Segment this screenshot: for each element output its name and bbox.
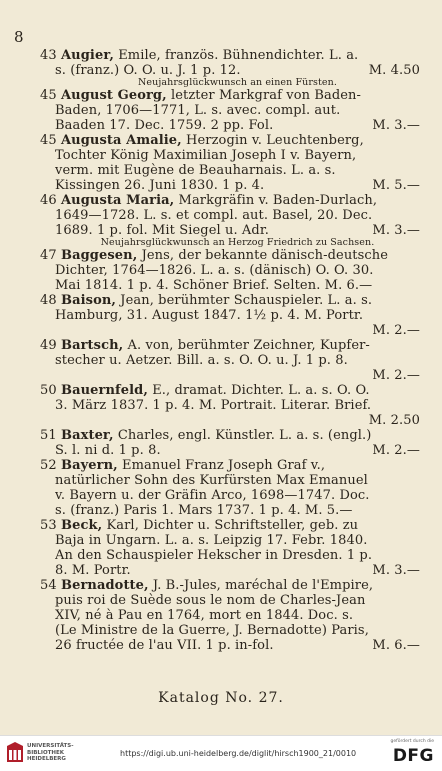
entry-line xyxy=(40,608,420,623)
dfg-logo: DFG xyxy=(392,746,434,766)
entry-number xyxy=(40,473,55,488)
entry-description: XIV, né à Pau en 1764, mort en 1844. Doc. s. xyxy=(55,608,354,623)
entry-line xyxy=(40,413,420,428)
entry-description: E., dramat. Dichter. L. a. s. O. O. xyxy=(152,383,370,398)
entry-price: M. 2.50 xyxy=(368,413,420,428)
entry-number xyxy=(40,608,55,623)
entry-line xyxy=(40,533,420,548)
entry-description: (Le Ministre de la Guerre, J. Bernadotte) Paris, xyxy=(55,623,369,638)
entry-description: Karl, Dichter u. Schriftsteller, geb. zu xyxy=(106,518,359,533)
entry-description: Markgräfin v. Baden-Durlach, xyxy=(178,193,378,208)
entry-line xyxy=(40,193,420,208)
entry-description: An den Schauspieler Hekscher in Dresden. 1 p. xyxy=(55,548,373,563)
entry-price: M. 2.— xyxy=(372,443,420,458)
entry-number xyxy=(40,443,55,458)
catalog-entry xyxy=(40,293,420,338)
entry-line xyxy=(40,383,420,398)
entry-number: 45 xyxy=(40,88,57,103)
entry-line xyxy=(40,248,420,263)
entry-line xyxy=(40,623,420,638)
entry-text xyxy=(55,563,131,578)
entry-line xyxy=(40,473,420,488)
entry-price: M. 5.— xyxy=(372,178,420,193)
entry-name: Baggesen, xyxy=(61,248,138,263)
catalog-entry xyxy=(40,458,420,518)
entry-number xyxy=(40,323,55,338)
catalog-entry xyxy=(40,383,420,428)
entry-line xyxy=(40,178,420,193)
entry-description: Jean, berühmter Schauspieler. L. a. s. xyxy=(120,293,373,308)
entry-number xyxy=(40,548,55,563)
entry-number: 45 xyxy=(40,133,57,148)
entry-description: Baja in Ungarn. L. a. s. Leipzig 17. Febr. 1840. xyxy=(55,533,368,548)
entry-text xyxy=(55,638,274,653)
entry-text xyxy=(55,608,353,623)
entry-description: Charles, engl. Künstler. L. a. s. (engl.) xyxy=(117,428,372,443)
entry-description: 26 fructée de l'au VII. 1 p. in-fol. xyxy=(55,638,274,653)
entry-description: v. Bayern u. der Gräfin Arco, 1698—1747. Doc. xyxy=(55,488,370,503)
entry-description: Emanuel Franz Joseph Graf v., xyxy=(122,458,326,473)
catalog-entry xyxy=(40,88,420,133)
funding-note: gefördert durch die xyxy=(390,739,434,744)
catalog-entry xyxy=(40,428,420,458)
catalog-entry xyxy=(40,248,420,293)
entry-line xyxy=(40,353,420,368)
entry-description: Tochter König Maximilian Joseph I v. Bayern, xyxy=(55,148,357,163)
entry-text xyxy=(61,338,370,353)
entry-number xyxy=(40,223,55,238)
entry-description: Jens, der bekannte dänisch-deutsche xyxy=(141,248,389,263)
entry-text xyxy=(55,63,241,78)
entry-text xyxy=(55,148,356,163)
entry-line xyxy=(40,368,420,383)
entry-text xyxy=(55,118,273,133)
entry-description: 1649—1728. L. s. et compl. aut. Basel, 20. Dec. xyxy=(55,208,373,223)
entry-price: M. 3.— xyxy=(372,118,420,133)
entry-price: M. 3.— xyxy=(372,563,420,578)
entry-text xyxy=(55,593,365,608)
library-name-line3: HEIDELBERG xyxy=(27,756,66,762)
entry-line xyxy=(40,48,420,63)
entry-line xyxy=(40,638,420,653)
entry-text xyxy=(55,278,372,293)
entry-name: Augier, xyxy=(61,48,114,63)
entry-line xyxy=(40,148,420,163)
entry-number xyxy=(40,623,55,638)
entry-number xyxy=(40,353,55,368)
entry-description: s. (franz.) Paris 1. Mars 1737. 1 p. 4. M. 5.— xyxy=(55,503,353,518)
library-name-line1: UNIVERSITÄTS- xyxy=(27,743,74,749)
catalog-entry xyxy=(40,48,420,88)
entry-text xyxy=(61,578,373,593)
entry-number xyxy=(40,398,55,413)
entry-text xyxy=(61,193,377,208)
entry-line xyxy=(40,103,420,118)
entry-line xyxy=(40,458,420,473)
entry-line xyxy=(40,578,420,593)
entry-line xyxy=(40,88,420,103)
entry-number: 48 xyxy=(40,293,57,308)
entry-description: Kissingen 26. Juni 1830. 1 p. 4. xyxy=(55,178,265,193)
entry-number xyxy=(40,593,55,608)
entry-name: Augusta Maria, xyxy=(61,193,175,208)
entry-number xyxy=(40,278,55,293)
entry-description: 1689. 1 p. fol. Mit Siegel u. Adr. xyxy=(55,223,269,238)
entry-description: Baaden 17. Dec. 1759. 2 pp. Fol. xyxy=(55,118,274,133)
entry-description: Mai 1814. 1 p. 4. Schöner Brief. Selten. M. 6.— xyxy=(55,278,373,293)
entry-text xyxy=(55,263,373,278)
entry-line xyxy=(40,593,420,608)
entry-line xyxy=(40,548,420,563)
entry-price: M. 2.— xyxy=(372,323,420,338)
entry-number xyxy=(40,208,55,223)
entry-number xyxy=(40,118,55,133)
entry-note: Neujahrsglückwunsch an einen Fürsten. xyxy=(138,77,337,88)
entry-number xyxy=(40,308,55,323)
catalog-entry xyxy=(40,338,420,383)
entry-number xyxy=(40,413,55,428)
entry-number: 50 xyxy=(40,383,57,398)
entry-description: Herzogin v. Leuchtenberg, xyxy=(186,133,364,148)
entry-line xyxy=(40,428,420,443)
entry-line xyxy=(40,293,420,308)
entry-name: August Georg, xyxy=(61,88,167,103)
entry-price: M. 3.— xyxy=(372,223,420,238)
entry-description: Dichter, 1764—1826. L. a. s. (dänisch) O. O. 30. xyxy=(55,263,374,278)
entry-text xyxy=(61,293,372,308)
entry-line xyxy=(40,503,420,518)
entry-description: Hamburg, 31. August 1847. 1½ p. 4. M. Portr. xyxy=(55,308,364,323)
entry-line xyxy=(40,163,420,178)
entry-number xyxy=(40,103,55,118)
entry-number xyxy=(40,63,55,78)
entry-number: 53 xyxy=(40,518,57,533)
entry-note: Neujahrsglückwunsch an Herzog Friedrich zu Sachsen. xyxy=(100,237,375,248)
entry-name: Bauernfeld, xyxy=(61,383,148,398)
entry-line xyxy=(40,133,420,148)
entry-text xyxy=(55,208,372,223)
catalog-entries xyxy=(40,48,420,653)
entry-number: 49 xyxy=(40,338,57,353)
entry-number xyxy=(40,368,55,383)
entry-line xyxy=(40,398,420,413)
entry-number: 51 xyxy=(40,428,57,443)
entry-name: Baxter, xyxy=(61,428,114,443)
entry-description: natürlicher Sohn des Kurfürsten Max Emanuel xyxy=(55,473,368,488)
entry-number xyxy=(40,263,55,278)
entry-description: 3. März 1837. 1 p. 4. M. Portrait. Literar. Brief. xyxy=(55,398,372,413)
entry-number xyxy=(40,178,55,193)
entry-text xyxy=(61,248,388,263)
entry-text xyxy=(55,398,371,413)
entry-text xyxy=(55,308,363,323)
entry-name: Augusta Amalie, xyxy=(61,133,182,148)
entry-line xyxy=(40,118,420,133)
entry-text xyxy=(61,88,361,103)
entry-line xyxy=(40,563,420,578)
document-url[interactable]: https://digi.ub.uni-heidelberg.de/diglit/hirsch1900_21/0010 xyxy=(120,749,357,758)
entry-line xyxy=(40,443,420,458)
entry-description: Baden, 1706—1771, L. s. avec. compl. aut. xyxy=(55,103,341,118)
entry-line xyxy=(40,308,420,323)
entry-text xyxy=(55,533,367,548)
entry-number xyxy=(40,533,55,548)
entry-number: 54 xyxy=(40,578,57,593)
catalog-entry xyxy=(40,193,420,248)
entry-text xyxy=(55,163,336,178)
entry-description: J. B.-Jules, maréchal de l'Empire, xyxy=(152,578,374,593)
library-name xyxy=(27,743,74,763)
entry-number xyxy=(40,638,55,653)
university-library-logo-icon xyxy=(6,742,24,764)
entry-description: s. (franz.) O. O. u. J. 1 p. 12. xyxy=(55,63,241,78)
entry-text xyxy=(55,103,340,118)
entry-description: stecher u. Aetzer. Bill. a. s. O. O. u. J. 1 p. 8. xyxy=(55,353,348,368)
catalog-entry xyxy=(40,518,420,578)
entry-description: puis roi de Suède sous le nom de Charles-Jean xyxy=(55,593,366,608)
entry-price: M. 4.50 xyxy=(368,63,420,78)
entry-name: Baison, xyxy=(61,293,117,308)
entry-description: A. von, berühmter Zeichner, Kupfer- xyxy=(127,338,370,353)
entry-text xyxy=(61,383,370,398)
entry-line xyxy=(40,323,420,338)
entry-name: Bartsch, xyxy=(61,338,124,353)
catalog-entry xyxy=(40,133,420,193)
entry-text xyxy=(61,518,358,533)
entry-price: M. 2.— xyxy=(372,368,420,383)
entry-text xyxy=(61,48,358,63)
entry-text xyxy=(55,548,372,563)
entry-description: letzter Markgraf von Baden- xyxy=(170,88,362,103)
entry-number xyxy=(40,503,55,518)
entry-number xyxy=(40,488,55,503)
entry-line xyxy=(40,338,420,353)
entry-text xyxy=(55,503,353,518)
entry-price: M. 6.— xyxy=(372,638,420,653)
entry-name: Bayern, xyxy=(61,458,118,473)
entry-number: 46 xyxy=(40,193,57,208)
entry-name: Beck, xyxy=(61,518,103,533)
entry-text xyxy=(55,353,348,368)
entry-number: 52 xyxy=(40,458,57,473)
entry-text xyxy=(55,623,369,638)
entry-line xyxy=(40,488,420,503)
entry-line xyxy=(40,278,420,293)
entry-description: S. l. ni d. 1 p. 8. xyxy=(55,443,161,458)
entry-line xyxy=(40,63,420,78)
entry-description: verm. mit Eugène de Beauharnais. L. a. s. xyxy=(55,163,336,178)
library-name-line2: BIBLIOTHEK xyxy=(27,749,65,756)
entry-line xyxy=(40,223,420,238)
entry-text xyxy=(55,488,370,503)
entry-text xyxy=(55,443,161,458)
entry-text xyxy=(55,223,269,238)
viewer-footer-bar xyxy=(0,735,442,771)
entry-line xyxy=(40,208,420,223)
entry-text xyxy=(61,458,325,473)
entry-line xyxy=(40,518,420,533)
entry-text xyxy=(61,133,364,148)
entry-line xyxy=(40,263,420,278)
entry-text xyxy=(55,178,264,193)
entry-text xyxy=(61,428,371,443)
catalog-entry xyxy=(40,578,420,653)
entry-number: 43 xyxy=(40,48,57,63)
page-number: 8 xyxy=(14,28,24,46)
entry-number: 47 xyxy=(40,248,57,263)
entry-description: Emile, französ. Bühnendichter. L. a. xyxy=(118,48,359,63)
catalog-footer: Katalog No. 27. xyxy=(158,690,284,706)
entry-number xyxy=(40,563,55,578)
entry-name: Bernadotte, xyxy=(61,578,149,593)
entry-number xyxy=(40,148,55,163)
entry-number xyxy=(40,163,55,178)
entry-description: 8. M. Portr. xyxy=(55,563,131,578)
entry-text xyxy=(55,473,368,488)
